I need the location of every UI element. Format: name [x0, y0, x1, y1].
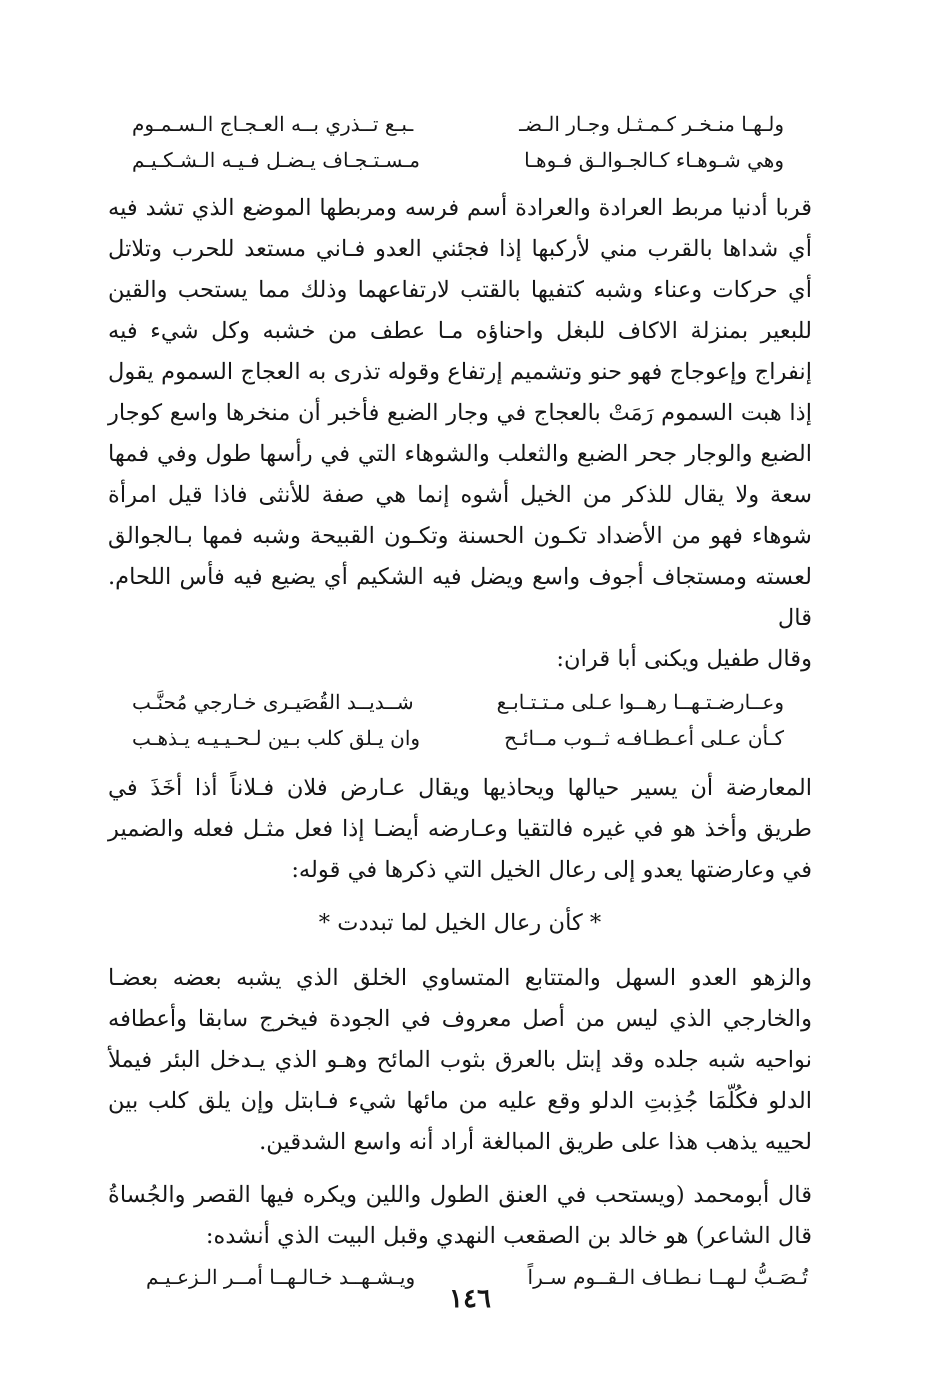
verse-second-hemistich: وان يـلق كلب بـين لـحـيـيـه يـذهـب: [132, 726, 421, 750]
page-content: [108, 104, 812, 1295]
verse-line: [108, 720, 812, 756]
verse-line: [108, 142, 812, 178]
commentary-paragraph-1: قربا أدنيا مربط العرادة والعرادة أسم فرسه ومربطها الموضع الذي تشد فيه أي شداها بالقرب مني لأركبها إذا فجئني العدو فـاني مستعد للحرب وتلاتل أي حركات وعناء وشبه كتفيها بالقتب لارتفاعهما وذلك مما يستحب والقين للبعير بمنزلة الاكاف للبغل واحناؤه مـا عطف من خشبه وكل شيء فيه إنفراج وإعوجاج فهو حنو وتشميم إرتفاع وقوله تذرى به العجاج السموم يقول إذا هبت السموم رَمَتْ بالعجاج في وجار الضبع فأخبر أن منخرها واسع كوجار الضبع والوجار جحر الضبع والثعلب والشوهاء التي في رأسها طول وفي فمها سعة ولا يقال للذكر من الخيل أشوه إنما هي صفة للأنثى فاذا قيل امرأة شوهاء فهو من الأضداد تكـون الحسنة وتكـون القبيحة وشبه فمها بـالجوالق لعسته ومستجاف أجوف واسع ويضل فيه الشكيم أي يضيع فيه فأس اللحام. قال: [108, 195, 812, 631]
verse-block-top: [108, 106, 812, 178]
verse-first-hemistich: كـأن عـلى أعـطـافـه ثــوب مــائـح: [504, 726, 784, 750]
verse-block-middle: [108, 684, 812, 756]
commentary-paragraph-2: المعارضة أن يسير حيالها ويحاذيها ويقال عـارض فلان فـلاناً أذا أخَذَ في طريق وأخذ هو في غيره فالتقيا وعـارضه أيضـا إذا فعل مثـل فعله والضمير في وعارضتها يعدو إلى رعال الخيل التي ذكرها في قوله:: [108, 775, 812, 883]
quoted-hemistich: * كأن رعال الخيل لما تبددت *: [318, 910, 602, 936]
verse-second-hemistich: ـبـع تــذري بــه العـجـاج الـسـمـوم: [132, 112, 414, 136]
verse-second-hemistich: مـسـتـجـاف يـضـل فـيـه الـشـكـيـم: [132, 148, 420, 172]
poem-intro-line: وقال طفيل ويكنى أبا قران:: [556, 646, 812, 672]
verse-first-hemistich: وهي شـوهـاء كـالجـوالـق فـوهـا: [524, 148, 784, 172]
verse-line: [108, 106, 812, 142]
verse-line: [108, 684, 812, 720]
verse-second-hemistich: شــديــد القُصَيـرى خـارجي مُحنَّـب: [132, 690, 414, 714]
commentary-paragraph-4: قال أبومحمد (ويستحب في العنق الطول واللين ويكره فيها القصر والجُساةُ قال الشاعر) هو خالد بن الصقعب النهدي وقبل البيت الذي أنشده:: [108, 1182, 812, 1249]
verse-first-hemistich: تُـصَـبُّ لـهــا نـطـاف الـقــوم سـراً: [527, 1265, 808, 1289]
commentary-paragraph-3: والزهو العدو السهل والمتتابع المتساوي الخلق الذي يشبه بعضه بعضـا والخارجي الذي ليس من أصل معروف في الجودة فيخرج سابقا وأعطافه نواحيه شبه جلده وقد إبتل بالعرق بثوب المائح وهـو الذي يـدخل البئر فيملأ الدلو فكُلّمَا جُذِبتِ الدلو وقع عليه من مائها شيء فـابتل وإن يلق كلب بين لحييه يذهب هذا على طريق المبالغة أراد أنه واسع الشدقين.: [108, 965, 812, 1155]
verse-first-hemistich: ولـهـا منـخـر كـمـثـل وجـار الـضـ: [519, 112, 784, 136]
page-number: ١٤٦: [449, 1284, 491, 1314]
verse-second-hemistich: ويـشـهــد خـالـهــا أمــر الـزعـيـم: [146, 1265, 416, 1289]
verse-first-hemistich: وعــارضـتـهــا رهــوا عـلى مـتـتـابـع: [496, 690, 784, 714]
